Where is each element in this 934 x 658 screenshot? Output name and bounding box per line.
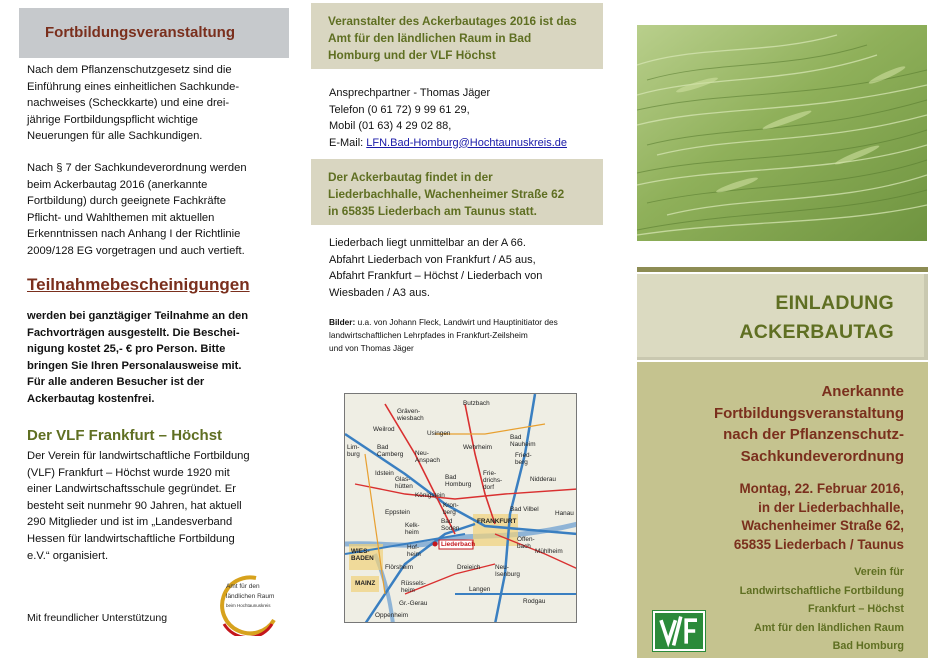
text-line: besteht seit nunmehr 90 Jahren, hat aktuell bbox=[27, 499, 242, 512]
subtitle-line: nach der Pflanzenschutz- bbox=[723, 426, 904, 443]
map-label: Hof-heim bbox=[407, 544, 421, 558]
text-line: einer Landwirtschaftsschule gegründet. Er bbox=[27, 483, 236, 496]
map-label: MAINZ bbox=[355, 580, 376, 587]
map-label: Rüssels-heim bbox=[401, 580, 426, 594]
fortbildung-header bbox=[19, 8, 289, 58]
text-line: Wiesbaden / A3 aus. bbox=[329, 286, 430, 299]
box-line: Liederbachhalle, Wachenheimer Straße 62 bbox=[328, 187, 565, 201]
text-line: und von Thomas Jäger bbox=[329, 343, 414, 353]
text-line: nachweises (Scheckkarte) und eine drei- bbox=[27, 97, 230, 110]
amt-logo-text bbox=[226, 582, 280, 611]
text-line: (VLF) Frankfurt – Höchst wurde 1920 mit bbox=[27, 466, 230, 479]
map-label: Fried-berg bbox=[515, 452, 532, 466]
bilder-label: Bilder: bbox=[329, 317, 356, 327]
organizer-line: Frankfurt – Höchst bbox=[808, 603, 904, 616]
map-label: Wehrheim bbox=[463, 444, 493, 451]
box-line: Veranstalter des Ackerbautages 2016 ist das bbox=[328, 14, 577, 28]
organizers bbox=[740, 563, 904, 656]
map-label: Königstein bbox=[415, 492, 445, 499]
text-line: jährige Fortbildungspflicht wichtige bbox=[27, 113, 199, 126]
map-label: Neu-Anspach bbox=[415, 450, 440, 464]
box-line: Amt für den ländlichen Raum in Bad bbox=[328, 31, 532, 45]
fortbildung-header-text: Fortbildungsveranstaltung bbox=[45, 24, 236, 41]
map-label: Bad Nauheim bbox=[510, 434, 536, 448]
map-label: Gr.-Gerau bbox=[399, 600, 428, 607]
text-line: 290 Mitglieder und ist im „Landesverband bbox=[27, 516, 233, 529]
map-label: Bad Camberg bbox=[377, 444, 404, 458]
text-line: Nach § 7 der Sachkundeverordnung werden bbox=[27, 162, 247, 174]
text-line: Hessen für landwirtschaftliche Fortbildung bbox=[27, 532, 235, 545]
organizer-line: Amt für den ländlichen Raum bbox=[754, 621, 904, 634]
map-label: Neu-Isenburg bbox=[495, 564, 520, 578]
map-label: Nidderau bbox=[530, 476, 556, 483]
map-label: Lim-burg bbox=[347, 444, 360, 458]
vlf-paragraph bbox=[27, 448, 272, 564]
event-date-location bbox=[734, 480, 904, 554]
event-subtitle bbox=[714, 381, 904, 467]
bilder-text: u.a. von Johann Fleck, Landwirt und Hauptinitiator des bbox=[355, 317, 558, 327]
pflanzenschutz-paragraph bbox=[27, 62, 267, 145]
title-line: ACKERBAUTAG bbox=[739, 321, 894, 343]
subtitle-line: Fortbildungsveranstaltung bbox=[713, 404, 904, 422]
directions-block bbox=[329, 235, 599, 301]
amt-logo-line: Amt für den bbox=[226, 583, 260, 590]
text-line: Erkenntnissen nach Anhang I der Richtlinie bbox=[27, 228, 241, 241]
wheat-field-photo bbox=[637, 25, 927, 241]
contact-block bbox=[329, 85, 599, 151]
map-label: Bad Soden bbox=[441, 518, 460, 532]
sachkunde-paragraph bbox=[27, 160, 267, 260]
email-label: E-Mail: bbox=[329, 136, 367, 149]
map-label: Kelk-heim bbox=[405, 522, 420, 536]
text-line: Für alle anderen Besucher ist der bbox=[27, 376, 205, 389]
map-label: Mühlheim bbox=[535, 548, 563, 555]
text-line: Abfahrt Liederbach von Frankfurt / A5 aus, bbox=[329, 253, 536, 266]
text-line: werden bei ganztägiger Teilnahme an den bbox=[27, 310, 249, 322]
map-label: Liederbach bbox=[441, 541, 476, 548]
box-line: in 65835 Liederbach am Taunus statt. bbox=[328, 204, 537, 218]
title-box bbox=[637, 274, 928, 360]
text-line: Der Verein für landwirtschaftliche Fortbildung bbox=[27, 450, 250, 462]
map-label: Gräven-wiesbach bbox=[397, 408, 424, 422]
title-line: EINLADUNG bbox=[775, 292, 894, 314]
location-line: in der Liederbachhalle, bbox=[758, 499, 904, 515]
map-label: WIES-BADEN bbox=[351, 548, 374, 562]
map-label: Glas-hütten bbox=[395, 476, 413, 490]
text-line: Einführung eines einheitlichen Sachkunde- bbox=[27, 80, 240, 93]
text-line: e.V.“ organisiert. bbox=[27, 549, 109, 562]
location-line: 65835 Liederbach / Taunus bbox=[733, 536, 904, 552]
map-label: Bad Homburg bbox=[445, 474, 472, 488]
subtitle-line: Sachkundeverordnung bbox=[740, 447, 904, 465]
box-line: Der Ackerbautag findet in der bbox=[328, 170, 493, 184]
teilnahme-heading: Teilnahmebescheinigungen bbox=[27, 275, 250, 294]
text-line: Abfahrt Frankfurt – Höchst / Liederbach von bbox=[329, 270, 543, 282]
map-label: Offen-bach bbox=[517, 536, 535, 550]
amt-logo-line: beim Hochtaunuskreis bbox=[226, 603, 271, 608]
bilder-credits bbox=[329, 316, 599, 355]
map-label: Kron-berg bbox=[443, 502, 459, 516]
amt-logo-line: ländlichen Raum bbox=[226, 592, 275, 600]
vlf-logo-icon bbox=[653, 611, 705, 651]
text-line: Pflicht- und Wahlthemen mit aktuellen bbox=[27, 211, 215, 224]
map-label: Weilrod bbox=[373, 426, 395, 433]
text-line bbox=[329, 316, 599, 329]
region-map bbox=[344, 393, 577, 623]
map-label: Idstein bbox=[375, 470, 394, 477]
text-line: landwirtschaftlichen Lehrpfades in Frankfurt-Zeilsheim bbox=[329, 330, 528, 340]
contact-email-row bbox=[329, 135, 599, 152]
text-line: Nach dem Pflanzenschutzgesetz sind die bbox=[27, 64, 232, 76]
date-line: Montag, 22. Februar 2016, bbox=[739, 481, 904, 496]
teilnahme-paragraph bbox=[27, 308, 267, 408]
text-line: Ackerbautag kostenfrei. bbox=[27, 392, 155, 405]
organizer-line: Verein für bbox=[854, 566, 904, 578]
text-line: Liederbach liegt unmittelbar an der A 66. bbox=[329, 237, 526, 249]
text-line: Fachvorträgen ausgestellt. Die Beschei- bbox=[27, 326, 240, 339]
map-label: Frie-drichs-dorf bbox=[483, 470, 503, 491]
location-line: Wachenheimer Straße 62, bbox=[741, 518, 904, 533]
map-label: Eppstein bbox=[385, 509, 410, 516]
map-label: Bad Vilbel bbox=[510, 506, 539, 513]
invitation-title bbox=[739, 289, 894, 347]
box-line: Homburg und der VLF Höchst bbox=[328, 48, 496, 62]
text-line: beim Ackerbautag 2016 (anerkannte bbox=[27, 178, 208, 191]
map-label: Rodgau bbox=[523, 598, 546, 605]
map-label: Dreieich bbox=[457, 564, 481, 571]
map-label: Oppenheim bbox=[375, 612, 409, 619]
title-rule bbox=[637, 267, 928, 272]
contact-phone: Telefon (0 61 72) 9 99 61 29, bbox=[329, 103, 470, 116]
map-label: Butzbach bbox=[463, 400, 490, 407]
support-text: Mit freundlicher Unterstützung bbox=[27, 612, 168, 624]
map-label: Hanau bbox=[555, 510, 574, 517]
map-label: Usingen bbox=[427, 430, 451, 437]
vlf-heading: Der VLF Frankfurt – Höchst bbox=[27, 427, 223, 444]
contact-person: Ansprechpartner - Thomas Jäger bbox=[329, 87, 491, 99]
veranstaltungsort-box bbox=[311, 159, 603, 225]
text-line: nigung kostet 25,- € pro Person. Bitte bbox=[27, 343, 226, 356]
text-line: Neuerungen für alle Sachkundigen. bbox=[27, 130, 203, 143]
organizer-line: Bad Homburg bbox=[832, 640, 904, 653]
map-label: Flörsheim bbox=[385, 564, 414, 571]
email-link[interactable]: LFN.Bad-Homburg@Hochtaunuskreis.de bbox=[366, 136, 567, 149]
map-label: Langen bbox=[469, 586, 491, 593]
text-line: Fortbildung) durch geeignete Fachkräfte bbox=[27, 195, 227, 208]
map-label: FRANKFURT bbox=[477, 518, 517, 525]
subtitle-line: Anerkannte bbox=[821, 383, 904, 400]
text-line: 2009/128 EG vorgetragen und auch vertieft. bbox=[27, 244, 245, 257]
contact-mobile: Mobil (01 63) 4 29 02 88, bbox=[329, 120, 452, 132]
veranstalter-box bbox=[311, 3, 603, 69]
organizer-line: Landwirtschaftliche Fortbildung bbox=[739, 584, 904, 597]
text-line: bringen Sie Ihren Personalausweise mit. bbox=[27, 359, 242, 372]
